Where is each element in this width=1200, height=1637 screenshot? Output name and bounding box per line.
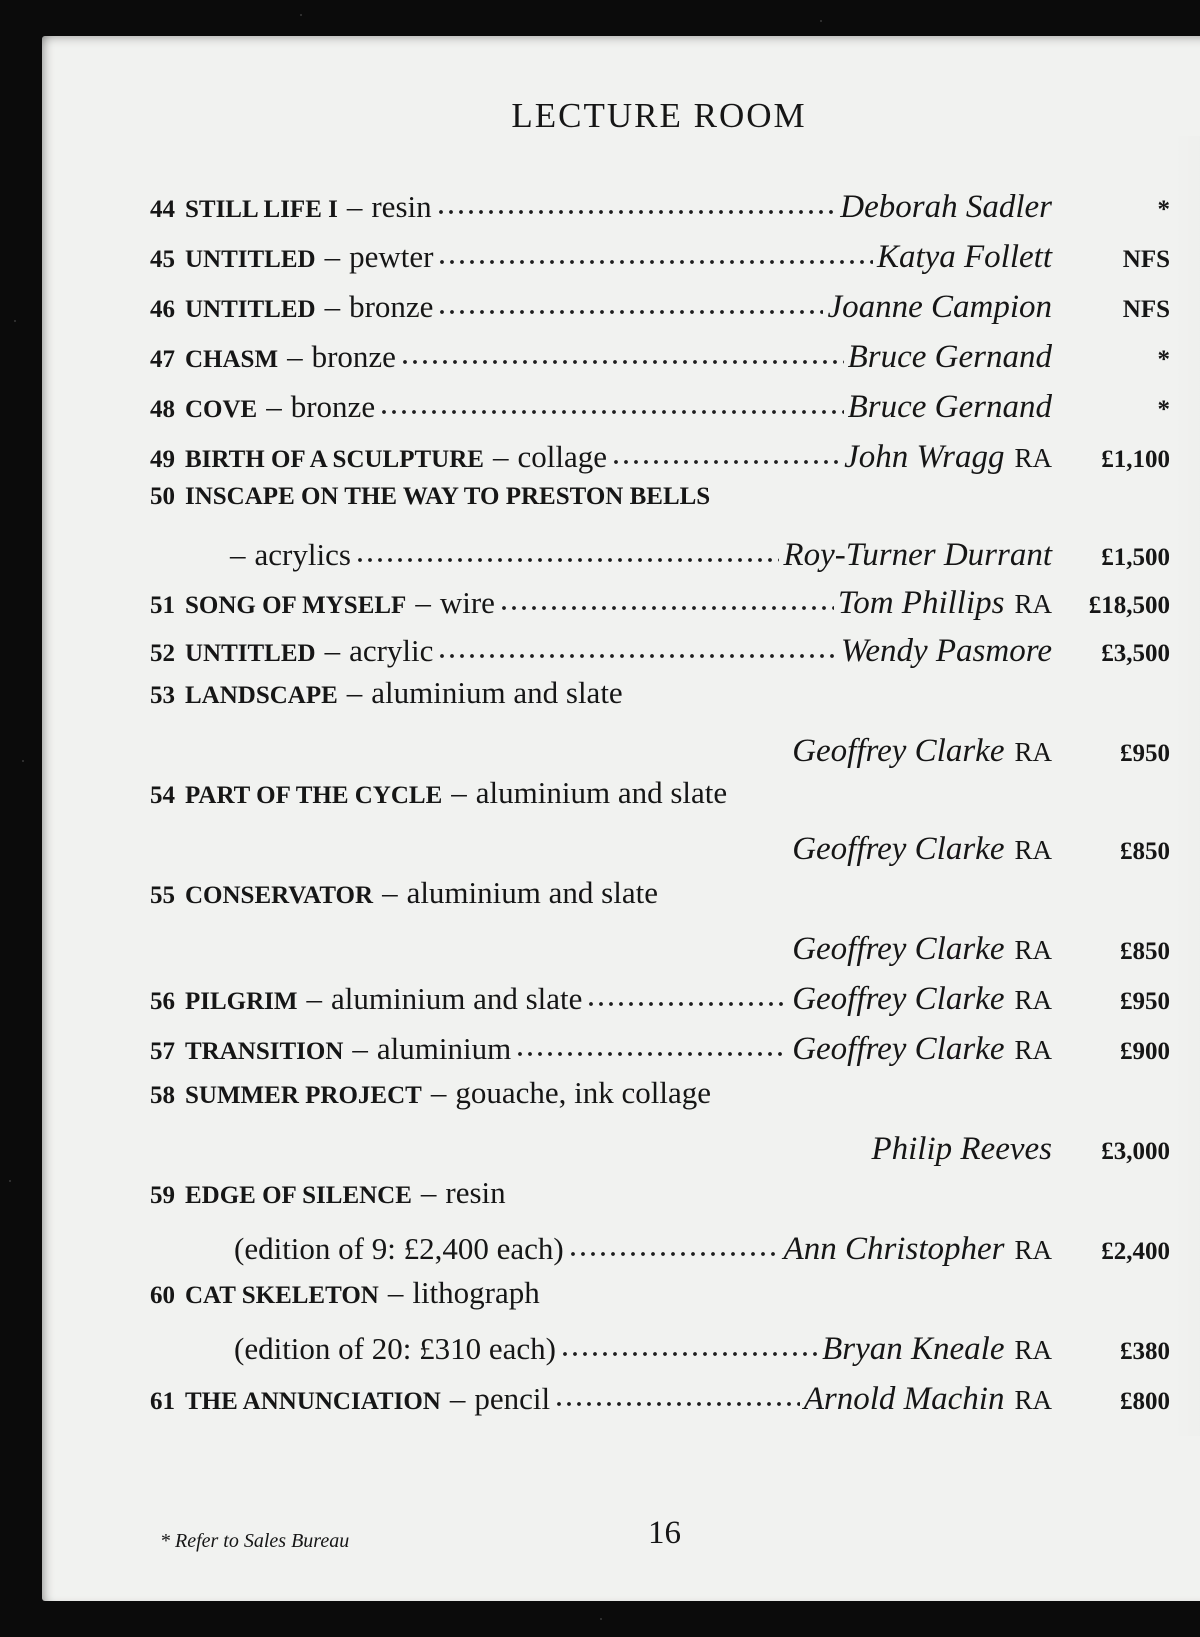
entry-title: PILGRIM bbox=[185, 988, 298, 1015]
entry-separator: – bbox=[451, 775, 467, 810]
entry-title: INSCAPE ON THE WAY TO PRESTON BELLS bbox=[185, 483, 711, 510]
entry-number: 44 bbox=[150, 196, 175, 223]
list-item bbox=[150, 1175, 1170, 1215]
entry-artist: John Wragg bbox=[844, 439, 1005, 475]
entry-price: £3,500 bbox=[1101, 640, 1170, 667]
entry-medium: pewter bbox=[349, 239, 434, 274]
entry-medium: bronze bbox=[349, 289, 434, 324]
entry-title: CONSERVATOR bbox=[185, 882, 374, 909]
entry-number: 45 bbox=[150, 246, 175, 273]
entry-ra: RA bbox=[1014, 1035, 1052, 1065]
entry-separator: – bbox=[346, 675, 363, 710]
list-item bbox=[150, 579, 1170, 619]
entry-separator: – bbox=[492, 439, 509, 474]
entry-title: THE ANNUNCIATION bbox=[185, 1388, 441, 1415]
list-item-continuation bbox=[150, 1225, 1170, 1265]
entry-medium: aluminium and slate bbox=[406, 875, 658, 910]
entry-title: SONG OF MYSELF bbox=[185, 592, 407, 619]
entry-title: STILL LIFE I bbox=[185, 196, 338, 223]
entry-ra: RA bbox=[1014, 935, 1052, 965]
list-item bbox=[150, 875, 1170, 915]
entry-artist: Bryan Kneale bbox=[822, 1331, 1005, 1367]
leader-dots bbox=[611, 433, 840, 467]
entry-medium: bronze bbox=[311, 339, 396, 374]
entry-ra: RA bbox=[1014, 1385, 1052, 1415]
entry-price: £900 bbox=[1120, 1038, 1170, 1065]
entry-price: £850 bbox=[1120, 838, 1170, 865]
leader-dots bbox=[437, 233, 873, 267]
entry-artist: Philip Reeves bbox=[871, 1131, 1052, 1167]
entry-artist: Katya Follett bbox=[876, 239, 1052, 275]
entry-price: £950 bbox=[1120, 988, 1170, 1015]
entry-title: LANDSCAPE bbox=[185, 682, 338, 709]
entry-number: 52 bbox=[150, 640, 175, 667]
entry-price: £800 bbox=[1120, 1388, 1170, 1415]
entry-price: £2,400 bbox=[1101, 1238, 1170, 1265]
leader-dots bbox=[437, 627, 836, 661]
entry-separator: – bbox=[287, 339, 303, 374]
entry-separator: – bbox=[306, 981, 322, 1016]
entry-medium: acrylic bbox=[349, 633, 434, 668]
entry-medium: wire bbox=[439, 585, 495, 620]
entry-number: 51 bbox=[150, 592, 175, 619]
list-item bbox=[150, 675, 1170, 715]
list-item bbox=[150, 975, 1170, 1015]
entry-medium: bronze bbox=[290, 389, 376, 424]
entry-title: CAT SKELETON bbox=[185, 1282, 379, 1309]
entry-price: NFS bbox=[1122, 246, 1170, 273]
entry-artist: Ann Christopher bbox=[783, 1231, 1005, 1267]
entry-price: £850 bbox=[1120, 938, 1170, 965]
list-item-continuation bbox=[150, 531, 1170, 571]
list-item bbox=[150, 1275, 1170, 1315]
leader-dots bbox=[568, 1225, 780, 1259]
leader-dots bbox=[554, 1375, 800, 1409]
entry-ra: RA bbox=[1014, 589, 1052, 619]
entry-number: 50 bbox=[150, 483, 175, 510]
entry-number: 56 bbox=[150, 988, 175, 1015]
entry-separator: – bbox=[387, 1275, 404, 1310]
entry-number: 61 bbox=[150, 1388, 175, 1415]
entry-artist: Joanne Campion bbox=[827, 289, 1052, 325]
entry-separator: – bbox=[324, 239, 341, 274]
page-number: 16 bbox=[648, 1515, 681, 1551]
entry-price: £1,100 bbox=[1101, 446, 1170, 473]
entry-ra: RA bbox=[1014, 737, 1052, 767]
entry-number: 58 bbox=[150, 1082, 175, 1109]
list-item bbox=[150, 333, 1170, 373]
entry-price: * bbox=[1157, 396, 1170, 423]
entry-artist: Tom Phillips bbox=[837, 585, 1005, 621]
list-item-continuation bbox=[150, 727, 1170, 767]
entry-price: * bbox=[1157, 346, 1170, 373]
background-speck bbox=[820, 20, 822, 22]
entry-separator: – bbox=[230, 537, 246, 572]
entry-title: CHASM bbox=[185, 346, 279, 373]
entry-number: 46 bbox=[150, 296, 175, 323]
entry-ra: RA bbox=[1014, 985, 1052, 1015]
entry-separator: – bbox=[324, 289, 341, 324]
entry-title: COVE bbox=[185, 396, 258, 423]
entry-title: BIRTH OF A SCULPTURE bbox=[185, 446, 484, 473]
list-item-continuation bbox=[150, 1125, 1170, 1165]
entry-artist: Bruce Gernand bbox=[847, 339, 1052, 375]
list-item bbox=[150, 1025, 1170, 1065]
list-item bbox=[150, 283, 1170, 323]
entry-edition: (edition of 9: £2,400 each) bbox=[234, 1231, 564, 1266]
entry-artist: Geoffrey Clarke bbox=[792, 931, 1005, 967]
background-speck bbox=[300, 14, 302, 16]
entry-number: 48 bbox=[150, 396, 175, 423]
entry-medium: collage bbox=[517, 439, 607, 474]
leader-dots bbox=[355, 531, 780, 565]
entry-medium: resin bbox=[445, 1175, 506, 1210]
entry-ra: RA bbox=[1014, 1235, 1052, 1265]
entry-title: UNTITLED bbox=[185, 640, 316, 667]
entry-artist: Bruce Gernand bbox=[847, 389, 1052, 425]
list-item bbox=[150, 233, 1170, 273]
list-item bbox=[150, 1075, 1170, 1115]
entry-medium: lithograph bbox=[412, 1275, 540, 1310]
entry-medium: aluminium and slate bbox=[475, 775, 728, 810]
entry-price: NFS bbox=[1122, 296, 1170, 323]
list-item bbox=[150, 627, 1170, 667]
entry-medium: aluminium bbox=[376, 1031, 512, 1066]
entry-separator: – bbox=[430, 1075, 447, 1110]
entry-ra: RA bbox=[1014, 835, 1052, 865]
entry-number: 49 bbox=[150, 446, 175, 473]
background-speck bbox=[14, 320, 16, 322]
entry-artist: Roy-Turner Durrant bbox=[783, 537, 1052, 573]
list-item-continuation bbox=[150, 925, 1170, 965]
entry-artist: Geoffrey Clarke bbox=[792, 733, 1005, 769]
entry-title: TRANSITION bbox=[185, 1038, 344, 1065]
entry-medium: resin bbox=[371, 189, 432, 224]
list-item-continuation bbox=[150, 825, 1170, 865]
entry-artist: Arnold Machin bbox=[803, 1381, 1005, 1417]
entry-edition: (edition of 20: £310 each) bbox=[234, 1331, 556, 1366]
page-title: LECTURE ROOM bbox=[511, 96, 807, 135]
entry-ra: RA bbox=[1014, 443, 1052, 473]
entry-number: 47 bbox=[150, 346, 175, 373]
footnote: * Refer to Sales Bureau bbox=[160, 1530, 350, 1552]
entry-medium: acrylics bbox=[254, 537, 351, 572]
entry-price: * bbox=[1157, 196, 1170, 223]
entry-artist: Geoffrey Clarke bbox=[792, 981, 1005, 1017]
entry-separator: – bbox=[352, 1031, 368, 1066]
entry-separator: – bbox=[266, 389, 282, 424]
entry-title: UNTITLED bbox=[185, 296, 316, 323]
entry-title: SUMMER PROJECT bbox=[185, 1082, 422, 1109]
entry-ra: RA bbox=[1014, 1335, 1052, 1365]
entry-medium: aluminium and slate bbox=[371, 675, 623, 710]
entry-number: 55 bbox=[150, 882, 175, 909]
entry-separator: – bbox=[415, 585, 431, 620]
entry-artist: Geoffrey Clarke bbox=[792, 831, 1005, 867]
entry-separator: – bbox=[420, 1175, 437, 1210]
entry-separator: – bbox=[382, 875, 398, 910]
entry-separator: – bbox=[449, 1381, 466, 1416]
entry-medium: gouache, ink collage bbox=[455, 1075, 711, 1110]
entry-medium: aluminium and slate bbox=[331, 981, 583, 1016]
background-speck bbox=[22, 760, 24, 762]
list-item-continuation bbox=[150, 1325, 1170, 1365]
entry-number: 59 bbox=[150, 1182, 175, 1209]
list-item bbox=[150, 433, 1170, 473]
leader-dots bbox=[499, 579, 834, 613]
leader-dots bbox=[436, 183, 837, 217]
list-item bbox=[150, 483, 1170, 523]
entry-number: 60 bbox=[150, 1282, 175, 1309]
list-item bbox=[150, 383, 1170, 423]
list-item bbox=[150, 183, 1170, 223]
entry-price: £18,500 bbox=[1088, 592, 1170, 619]
entry-artist: Geoffrey Clarke bbox=[792, 1031, 1005, 1067]
entry-medium: pencil bbox=[474, 1381, 551, 1416]
entry-artist: Wendy Pasmore bbox=[840, 633, 1052, 669]
page-shadow bbox=[1172, 136, 1200, 1436]
leader-dots bbox=[515, 1025, 788, 1059]
list-item bbox=[150, 775, 1170, 815]
entry-price: £380 bbox=[1120, 1338, 1170, 1365]
entry-title: PART OF THE CYCLE bbox=[185, 782, 443, 809]
entry-title: UNTITLED bbox=[185, 246, 316, 273]
leader-dots bbox=[586, 975, 788, 1009]
leader-dots bbox=[400, 333, 844, 367]
entry-number: 54 bbox=[150, 782, 175, 809]
leader-dots bbox=[560, 1325, 818, 1359]
entry-separator: – bbox=[324, 633, 341, 668]
entry-title: EDGE OF SILENCE bbox=[185, 1182, 412, 1209]
list-item bbox=[150, 1375, 1170, 1415]
entry-price: £950 bbox=[1120, 740, 1170, 767]
leader-dots bbox=[437, 283, 823, 317]
entry-artist: Deborah Sadler bbox=[840, 189, 1052, 225]
entry-number: 53 bbox=[150, 682, 175, 709]
entry-price: £1,500 bbox=[1101, 544, 1170, 571]
background-speck bbox=[9, 1180, 11, 1182]
leader-dots bbox=[379, 383, 844, 417]
entry-separator: – bbox=[346, 189, 363, 224]
entry-price: £3,000 bbox=[1101, 1138, 1170, 1165]
background-speck bbox=[600, 1618, 602, 1620]
entry-number: 57 bbox=[150, 1038, 175, 1065]
